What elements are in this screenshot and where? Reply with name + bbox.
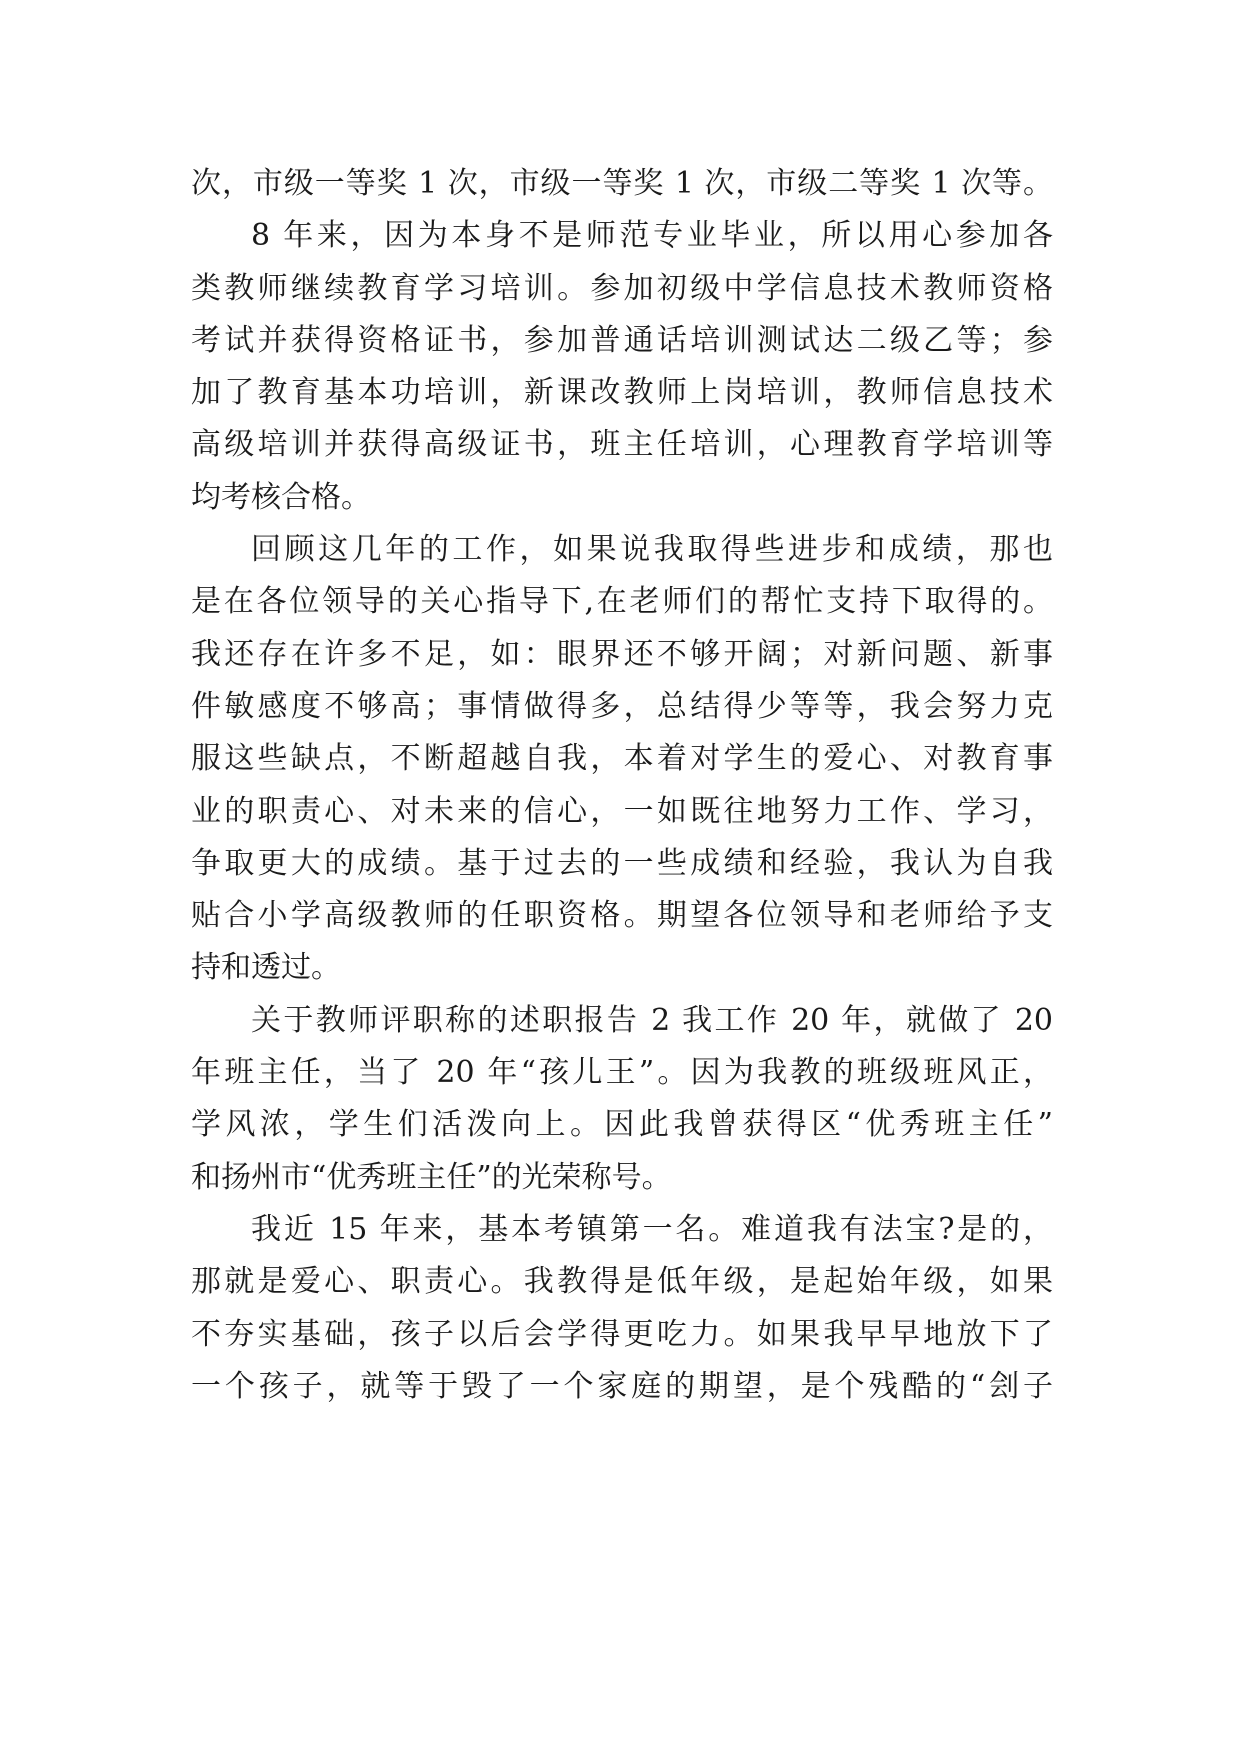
text-line: 不夯实基础，孩子以后会学得更吃力。如果我早早地放下了 xyxy=(191,1316,1053,1352)
text-line: 考试并获得资格证书，参加普通话培训测试达二级乙等；参 xyxy=(191,322,1053,358)
text-line: 件敏感度不够高；事情做得多，总结得少等等，我会努力克 xyxy=(191,688,1053,724)
text-line: 持和透过。 xyxy=(191,950,341,986)
text-line: 服这些缺点，不断超越自我，本着对学生的爱心、对教育事 xyxy=(191,741,1053,777)
text-line: 我近 15 年来，基本考镇第一名。难道我有法宝?是的， xyxy=(251,1211,1053,1247)
text-line: 类教师继续教育学习培训。参加初级中学信息技术教师资格 xyxy=(191,270,1053,306)
text-line: 是在各位领导的关心指导下,在老师们的帮忙支持下取得的。 xyxy=(191,584,1053,620)
paragraph xyxy=(191,995,1053,1204)
text-line: 年班主任，当了 20 年“孩儿王”。因为我教的班级班风正， xyxy=(191,1055,1053,1091)
paragraph xyxy=(191,524,1053,995)
paragraph xyxy=(191,210,1053,524)
document-body xyxy=(191,158,1053,1413)
text-line: 回顾这几年的工作，如果说我取得些进步和成绩，那也 xyxy=(251,532,1053,568)
text-line: 高级培训并获得高级证书，班主任培训，心理教育学培训等 xyxy=(191,427,1053,463)
text-line: 我还存在许多不足，如：眼界还不够开阔；对新问题、新事 xyxy=(191,636,1053,672)
text-line: 业的职责心、对未来的信心，一如既往地努力工作、学习， xyxy=(191,793,1053,829)
text-line: 关于教师评职称的述职报告 2 我工作 20 年，就做了 20 xyxy=(251,1002,1053,1038)
text-line: 加了教育基本功培训，新课改教师上岗培训，教师信息技术 xyxy=(191,375,1053,411)
text-line: 8 年来，因为本身不是师范专业毕业，所以用心参加各 xyxy=(251,218,1053,254)
text-line: 均考核合格。 xyxy=(191,479,371,515)
text-line: 那就是爱心、职责心。我教得是低年级，是起始年级，如果 xyxy=(191,1264,1053,1300)
text-line: 争取更大的成绩。基于过去的一些成绩和经验，我认为自我 xyxy=(191,845,1053,881)
paragraph xyxy=(191,158,1053,210)
text-line: 一个孩子，就等于毁了一个家庭的期望，是个残酷的“刽子 xyxy=(191,1368,1053,1404)
text-line: 贴合小学高级教师的任职资格。期望各位领导和老师给予支 xyxy=(191,898,1053,934)
paragraph xyxy=(191,1204,1053,1413)
text-line: 和扬州市“优秀班主任”的光荣称号。 xyxy=(191,1159,672,1195)
text-line: 次，市级一等奖 1 次，市级一等奖 1 次，市级二等奖 1 次等。 xyxy=(191,166,1053,201)
text-line: 学风浓，学生们活泼向上。因此我曾获得区“优秀班主任” xyxy=(191,1107,1053,1143)
